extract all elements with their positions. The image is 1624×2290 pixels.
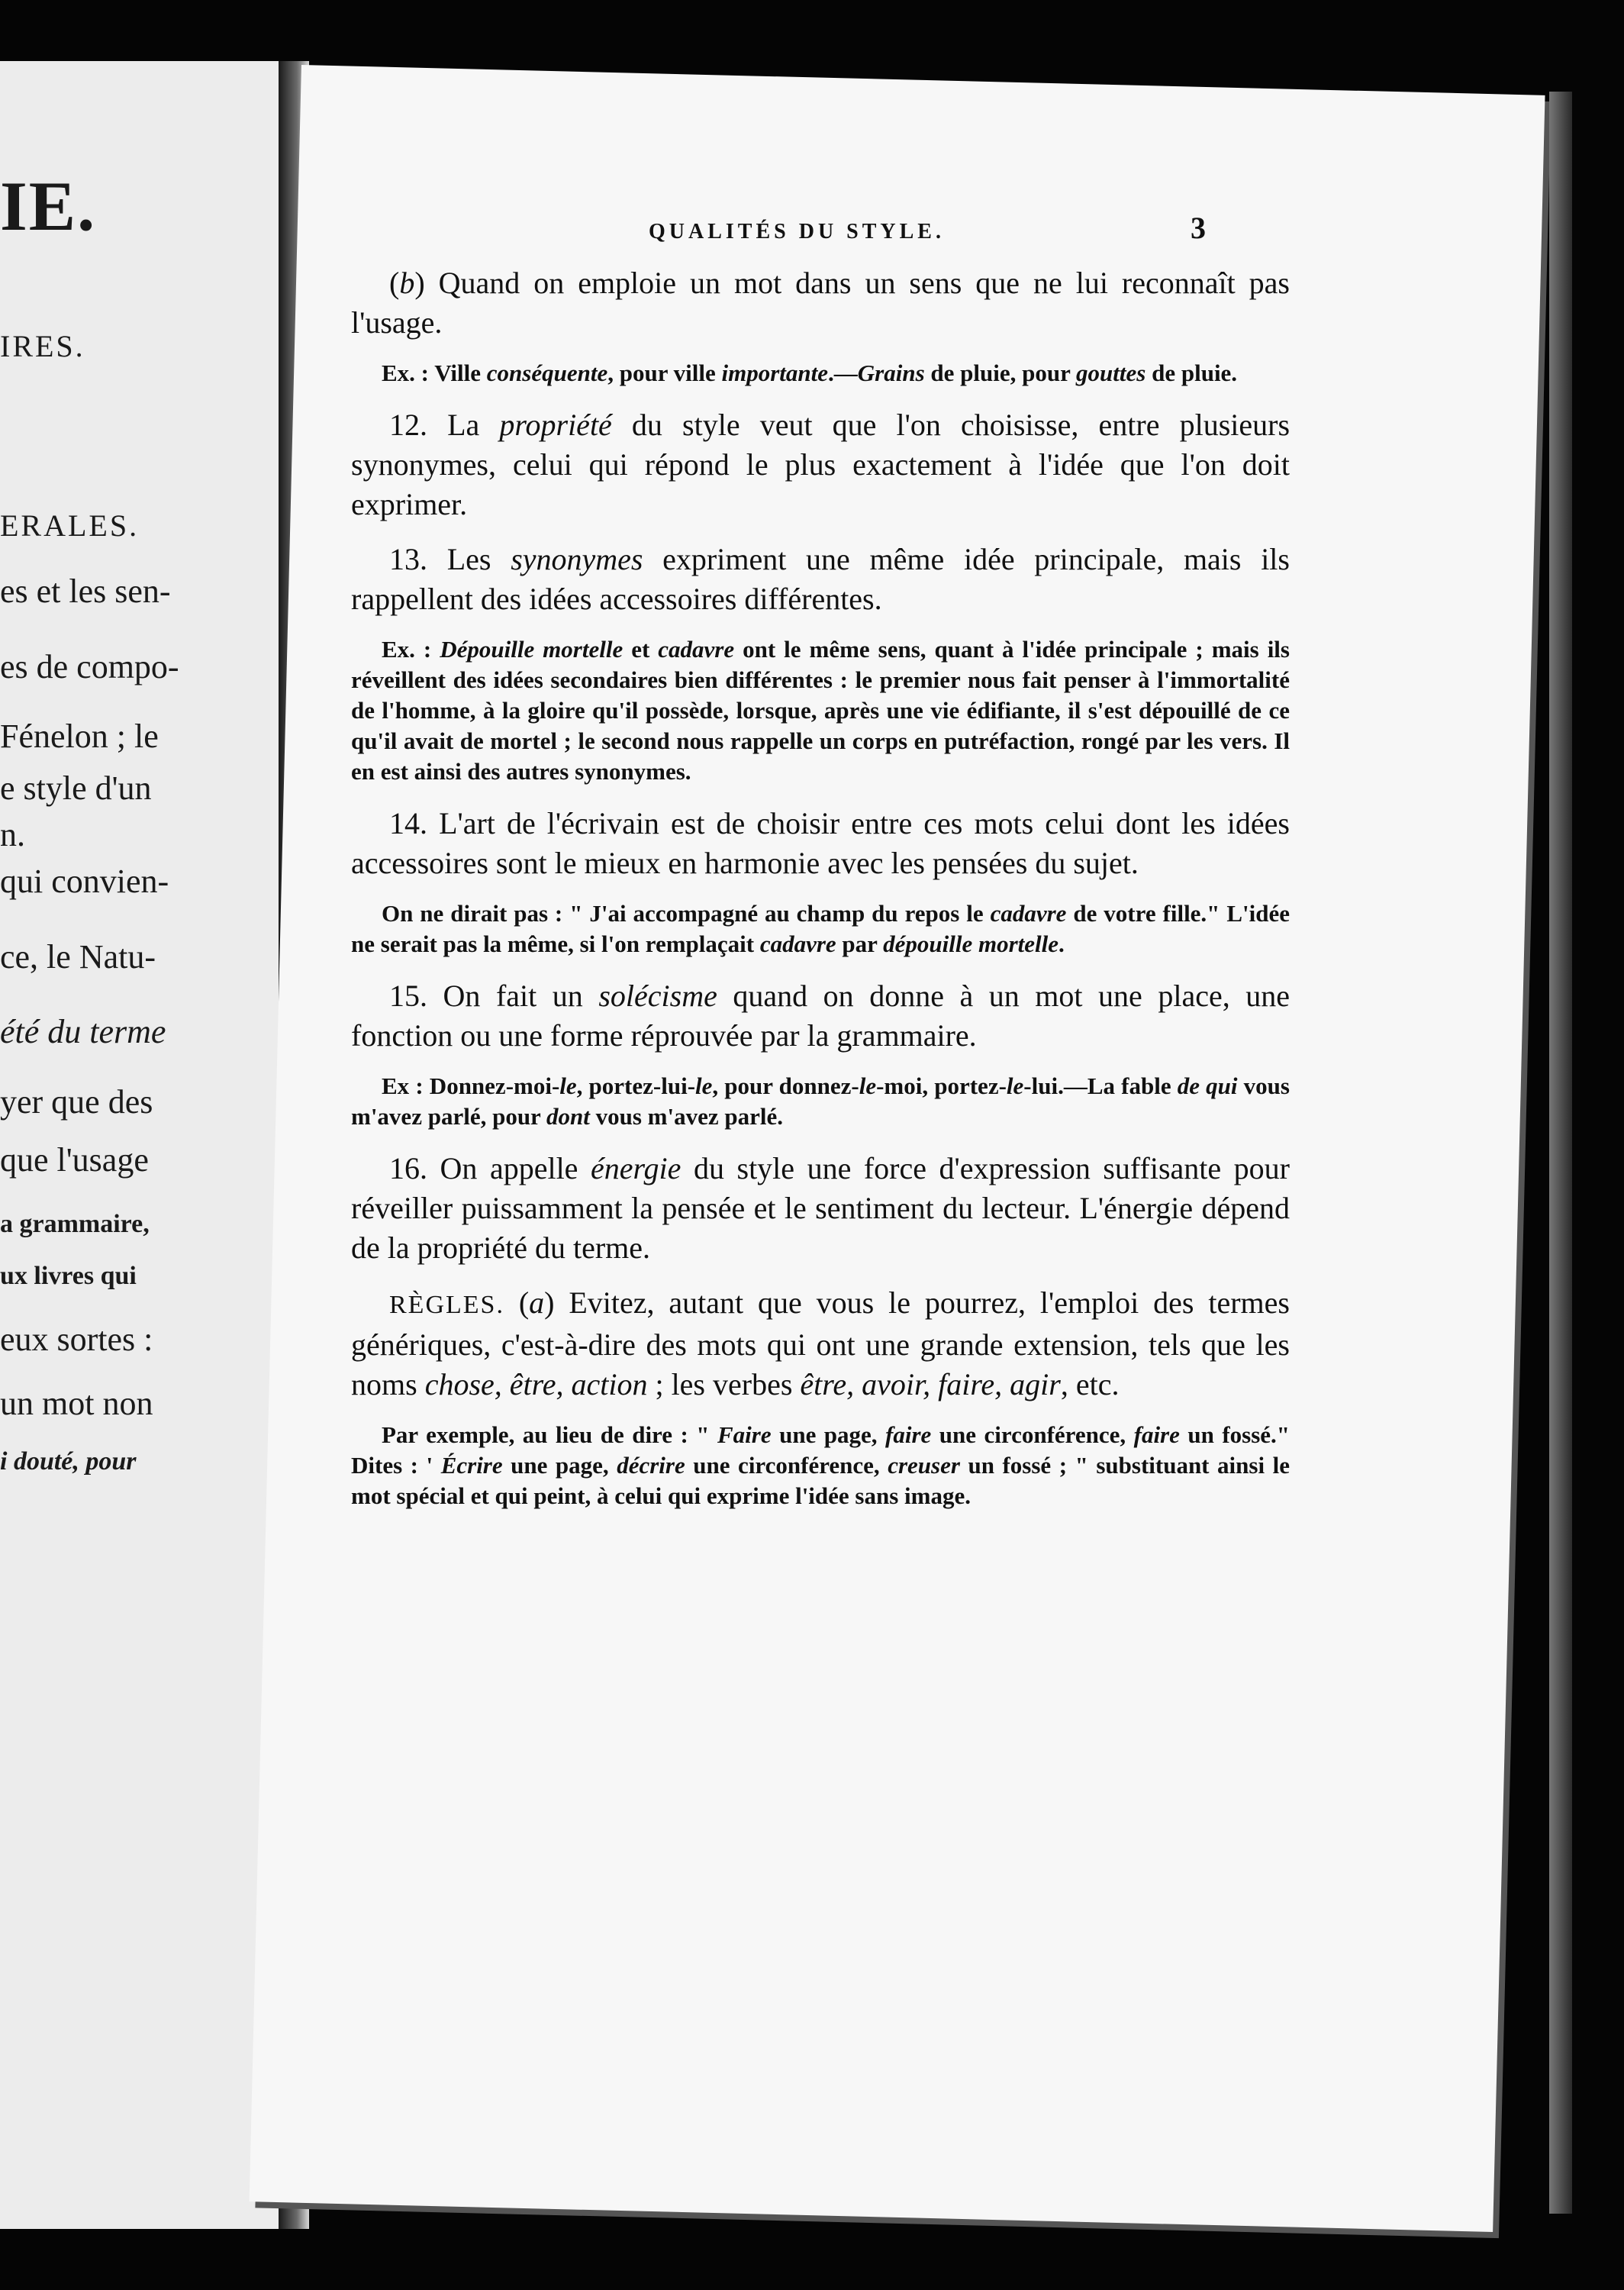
text-run: dont — [546, 1103, 590, 1130]
text-run: ont le même sens, quant à l'idée principale ; mais ils réveillent des idées secondaires bien différentes : le premier nous fait penser à l'immortalité de l'homme, à la gloire qu'il possède, lorsque, après une vie édifiante, il s'est dépouillé de ce qu'il avait de mortel ; le second nous rappelle un corps en putréfaction, rongé par les vers. Il en est ainsi des autres synonymes. — [351, 636, 1290, 785]
text-run: et — [623, 636, 659, 663]
text-run: faire — [885, 1421, 932, 1448]
text-run: , pour ville — [607, 360, 722, 386]
text-run: Dépouille mortelle — [440, 636, 624, 663]
left-page-line: i douté, pour — [0, 1447, 137, 1476]
page-edge — [1549, 92, 1572, 2214]
text-run: cadavre — [658, 636, 735, 663]
text-run: , etc. — [1060, 1367, 1120, 1401]
left-page-line: ux livres qui — [0, 1262, 137, 1291]
text-run: -moi, portez- — [876, 1072, 1007, 1099]
left-page-line: que l'usage — [0, 1140, 149, 1179]
text-run: Grains — [857, 360, 925, 386]
text-run: Par exemple, au lieu de dire : " — [382, 1421, 717, 1448]
text-run: un fossé ; " substituant ainsi le mot spécial et qui peint, à celui qui exprime l'idée sans image. — [351, 1452, 1290, 1509]
text-run: faire — [1133, 1421, 1180, 1448]
text-run: Écrire — [440, 1452, 503, 1479]
text-run: creuser — [888, 1452, 960, 1479]
text-run: , pour donnez- — [712, 1072, 859, 1099]
text-run: ) Evitez, autant que vous le pourrez, l'emploi des termes génériques, c'est-à-dire des mots qui ont une grande extension, tels que les noms — [351, 1285, 1290, 1401]
left-page-line: es et les sen- — [0, 572, 171, 610]
body-paragraph — [351, 976, 1290, 1056]
left-page-line: IE. — [0, 166, 97, 245]
text-run: ( — [389, 266, 400, 300]
text-run: On ne dirait pas : " J'ai accompagné au champ du repos le — [382, 900, 991, 927]
text-run: dépouille mortelle — [883, 931, 1059, 957]
text-run: Faire — [717, 1421, 772, 1448]
text-run: un fossé." Dites : ' — [351, 1421, 1290, 1479]
text-run: du style une force d'expression suffisante pour réveiller puissamment la pensée et le sentiment du lecteur. L'énergie dépend de la propriété du terme. — [351, 1151, 1290, 1265]
text-run: 16. On appelle — [389, 1151, 591, 1185]
text-run: 14. L'art de l'écrivain est de choisir entre ces mots celui dont les idées accessoires sont le mieux en harmonie avec les pensées du sujet. — [351, 806, 1290, 880]
body-paragraph — [351, 263, 1290, 343]
text-run: expriment une même idée principale, mais ils rappellent des idées accessoires différentes. — [351, 542, 1290, 616]
text-run: énergie — [590, 1151, 682, 1185]
example-paragraph — [351, 1420, 1290, 1511]
text-run: de pluie, pour — [924, 360, 1077, 386]
left-page-line: es de compo- — [0, 647, 179, 685]
text-run: du style veut que l'on choisisse, entre plusieurs synonymes, celui qui répond le plus exactement à l'idée que l'on doit exprimer. — [351, 408, 1290, 521]
example-paragraph — [351, 358, 1290, 389]
left-page-line: un mot non — [0, 1384, 153, 1422]
text-run: .— — [828, 360, 858, 386]
text-run: ( — [504, 1285, 530, 1320]
text-run: Ex. : Ville — [382, 360, 487, 386]
left-page-line: eux sortes : — [0, 1321, 153, 1359]
text-run: a — [529, 1285, 545, 1320]
text-run: le — [695, 1072, 713, 1099]
text-run: de qui — [1177, 1072, 1238, 1099]
left-page-line: a grammaire, — [0, 1209, 150, 1238]
left-page-line: ERALES. — [0, 508, 140, 543]
text-run: vous m'avez parlé. — [589, 1103, 784, 1130]
left-page-line: été du terme — [0, 1013, 166, 1051]
text-run: de pluie. — [1146, 360, 1238, 386]
body-paragraph — [351, 1283, 1290, 1405]
text-run: par — [836, 931, 884, 957]
page-header — [366, 210, 1206, 246]
text-run: b — [399, 266, 415, 300]
left-page-line: e style d'un — [0, 769, 152, 808]
text-run: une page, — [771, 1421, 886, 1448]
left-facing-page — [0, 61, 283, 2229]
text-run: le — [859, 1072, 877, 1099]
example-paragraph — [351, 898, 1290, 960]
text-run: une circonférence, — [685, 1452, 888, 1479]
text-run: une circonférence, — [931, 1421, 1134, 1448]
text-run: être, avoir, faire, agir — [800, 1367, 1061, 1401]
text-run: synonymes — [511, 542, 643, 576]
running-head: QUALITÉS DU STYLE. — [649, 220, 945, 244]
text-run: 13. Les — [389, 542, 511, 576]
text-run: Ex. : — [382, 636, 440, 663]
text-run: RÈGLES. — [389, 1291, 504, 1319]
text-run: décrire — [617, 1452, 685, 1479]
text-run: Ex : Donnez-moi- — [382, 1072, 560, 1099]
text-run: solécisme — [598, 979, 717, 1013]
left-page-line: Fénelon ; le — [0, 717, 159, 755]
text-run: de votre fille." L'idée ne serait pas la même, si l'on remplaçait — [351, 900, 1290, 957]
left-page-line: yer que des — [0, 1082, 153, 1121]
text-run: propriété — [499, 408, 612, 442]
body-paragraph — [351, 1149, 1290, 1268]
text-run: le — [1006, 1072, 1024, 1099]
example-paragraph — [351, 1071, 1290, 1132]
text-run: . — [1058, 931, 1065, 957]
left-page-line: ce, le Natu- — [0, 937, 156, 976]
left-page-line: n. — [0, 816, 25, 853]
text-run: -lui.—La fable — [1023, 1072, 1178, 1099]
text-run: , portez-lui- — [576, 1072, 696, 1099]
text-run: cadavre — [759, 931, 836, 957]
text-run: le — [559, 1072, 577, 1099]
text-run: chose, être, action — [424, 1367, 648, 1401]
text-run: une page, — [502, 1452, 617, 1479]
text-run: ; les verbes — [647, 1367, 801, 1401]
text-run: importante — [721, 360, 829, 386]
left-page-line: IRES. — [0, 328, 85, 363]
text-run: ) Quand on emploie un mot dans un sens que ne lui reconnaît pas l'usage. — [351, 266, 1290, 340]
body-paragraph — [351, 540, 1290, 619]
body-paragraph — [351, 804, 1290, 883]
text-run: conséquente — [486, 360, 608, 386]
page-number: 3 — [1191, 211, 1206, 245]
text-run: 15. On fait un — [389, 979, 599, 1013]
text-run: vous m'avez parlé, pour — [351, 1072, 1290, 1130]
example-paragraph — [351, 634, 1290, 787]
text-run: quand on donne à un mot une place, une fonction ou une forme réprouvée par la grammaire. — [351, 979, 1290, 1053]
text-run: 12. La — [389, 408, 500, 442]
body-paragraph — [351, 405, 1290, 524]
page-body — [351, 263, 1290, 1528]
left-page-line: qui convien- — [0, 862, 169, 900]
text-run: cadavre — [990, 900, 1067, 927]
text-run: gouttes — [1076, 360, 1146, 386]
